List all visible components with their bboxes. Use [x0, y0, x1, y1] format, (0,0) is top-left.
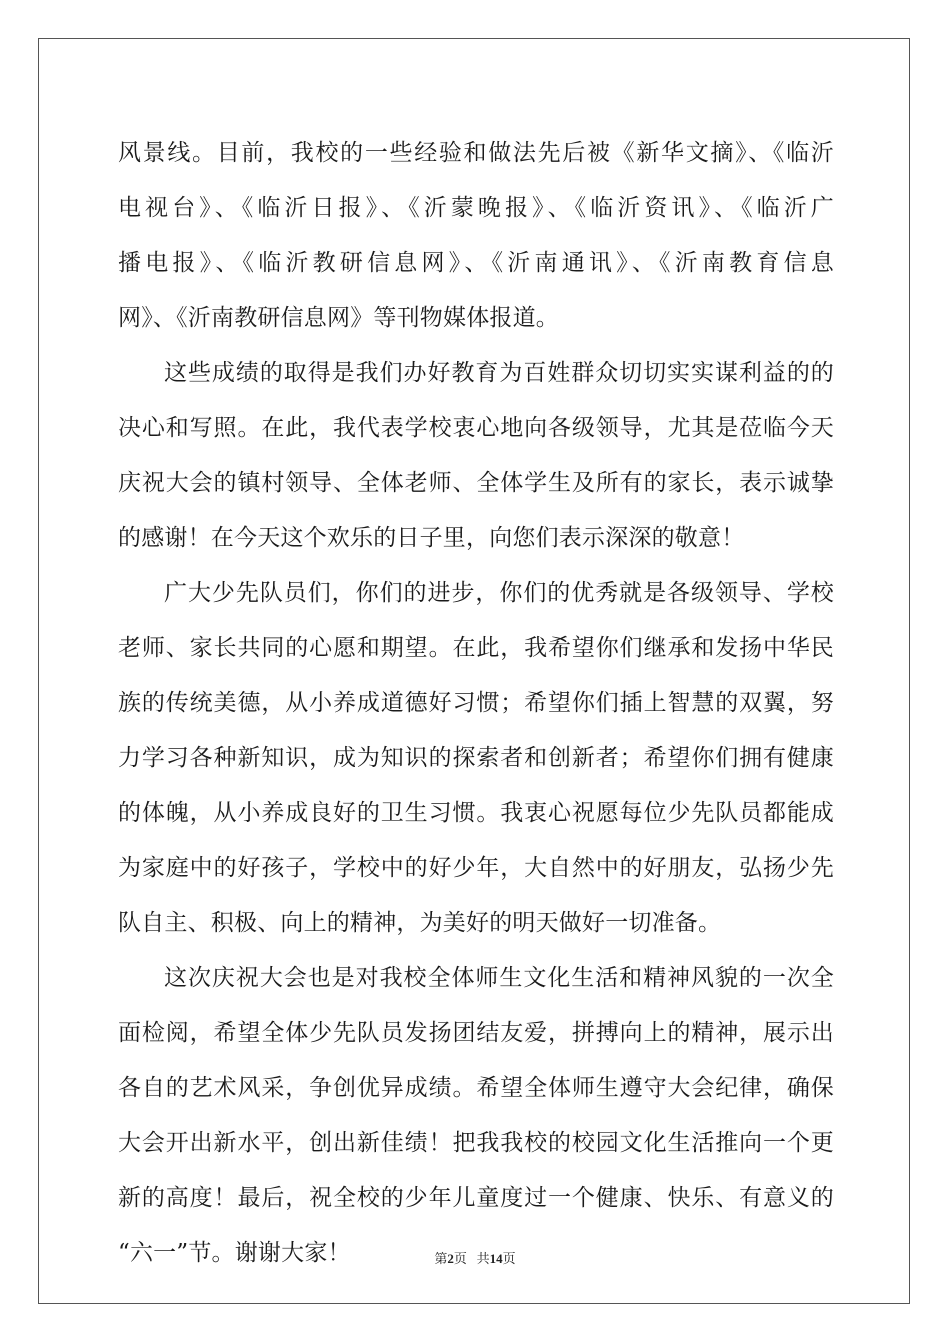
text-line: 决心和写照。在此，我代表学校衷心地向各级领导，尤其是莅临今天 — [118, 415, 834, 441]
document-body — [118, 126, 834, 1281]
text-line: 这些成绩的取得是我们办好教育为百姓群众切切实实谋利益的的 — [164, 360, 834, 386]
text-line: 的体魄，从小养成良好的卫生习惯。我衷心祝愿每位少先队员都能成 — [118, 800, 834, 826]
page-prefix: 第 — [434, 1251, 448, 1266]
text-line: 新的高度！最后，祝全校的少年儿童度过一个健康、快乐、有意义的 — [118, 1185, 834, 1211]
text-line: 的感谢！在今天这个欢乐的日子里，向您们表示深深的敬意！ — [118, 525, 745, 551]
text-line: 族的传统美德，从小养成道德好习惯；希望你们插上智慧的双翼，努 — [118, 690, 834, 716]
paragraph — [118, 951, 834, 1281]
page-footer — [0, 1248, 950, 1267]
text-line: “六一”节。谢谢大家！ — [118, 1240, 351, 1266]
text-line: 队自主、积极、向上的精神，为美好的明天做好一切准备。 — [118, 910, 722, 936]
page-number: 2 — [447, 1251, 454, 1266]
paragraph — [118, 126, 834, 346]
text-line: 大会开出新水平，创出新佳绩！把我我校的校园文化生活推向一个更 — [118, 1130, 834, 1156]
paragraph — [118, 346, 834, 566]
text-line: 面检阅，希望全体少先队员发扬团结友爱，拼搏向上的精神，展示出 — [118, 1020, 834, 1046]
total-suffix: 页 — [502, 1251, 516, 1266]
paragraph — [118, 566, 834, 951]
text-line: 播电报》、《临沂教研信息网》、《沂南通讯》、《沂南教育信息 — [118, 250, 834, 276]
page-suffix: 页 — [453, 1251, 467, 1266]
text-line: 网》、《沂南教研信息网》等刊物媒体报道。 — [118, 305, 559, 331]
total-pages: 14 — [489, 1251, 503, 1266]
text-line: 广大少先队员们，你们的进步，你们的优秀就是各级领导、学校 — [164, 580, 834, 606]
text-line: 庆祝大会的镇村领导、全体老师、全体学生及所有的家长，表示诚挚 — [118, 470, 834, 496]
text-line: 电视台》、《临沂日报》、《沂蒙晚报》、《临沂资讯》、《临沂广 — [118, 195, 834, 221]
text-line: 力学习各种新知识，成为知识的探索者和创新者；希望你们拥有健康 — [118, 745, 834, 771]
text-line: 老师、家长共同的心愿和期望。在此，我希望你们继承和发扬中华民 — [118, 635, 834, 661]
total-prefix: 共 — [476, 1251, 490, 1266]
text-line: 为家庭中的好孩子，学校中的好少年，大自然中的好朋友，弘扬少先 — [118, 855, 834, 881]
text-line: 风景线。目前，我校的一些经验和做法先后被《新华文摘》、《临沂 — [118, 140, 834, 166]
text-line: 这次庆祝大会也是对我校全体师生文化生活和精神风貌的一次全 — [164, 965, 834, 991]
text-line: 各自的艺术风采，争创优异成绩。希望全体师生遵守大会纪律，确保 — [118, 1075, 834, 1101]
